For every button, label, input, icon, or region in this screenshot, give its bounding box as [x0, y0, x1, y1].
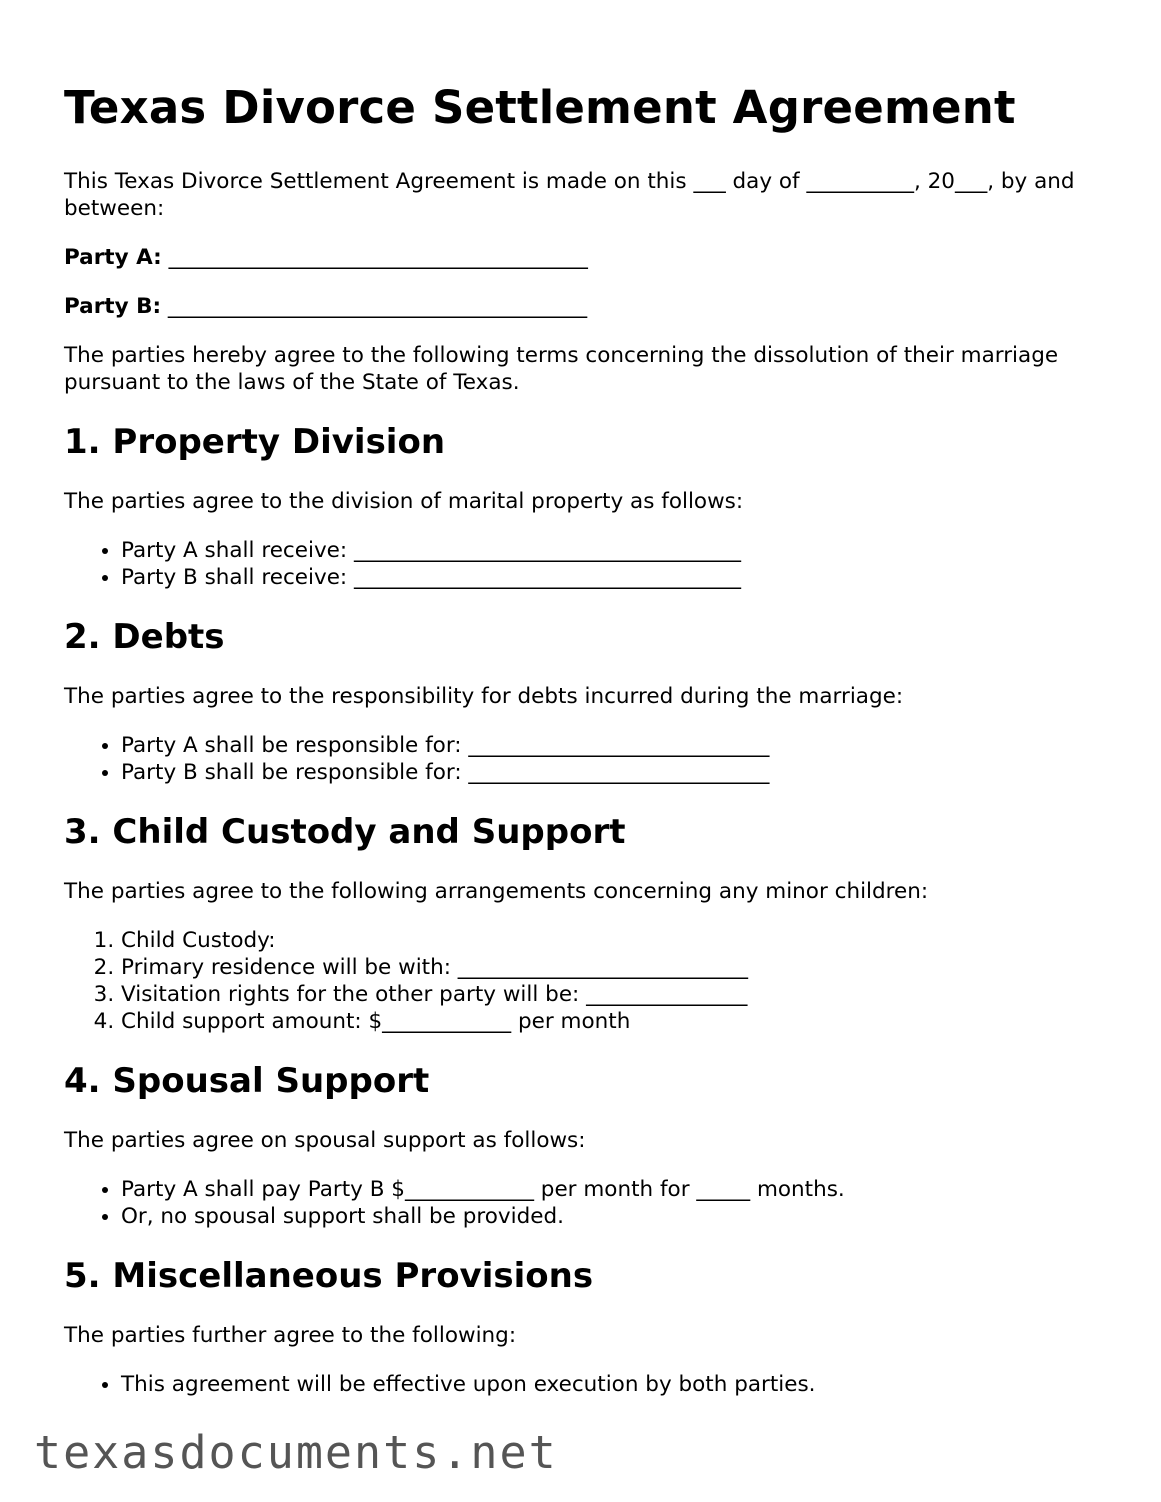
party-b-line	[64, 293, 1094, 320]
preamble-paragraph: The parties hereby agree to the following terms concerning the dissolution of their marriage pursuant to the laws of the State of Texas.	[64, 343, 1059, 395]
list-item: 3. Visitation rights for the other party will be: _______________	[121, 981, 1094, 1008]
list-item: 2. Primary residence will be with: ___________________________	[121, 954, 1094, 981]
list-item: • This agreement will be effective upon execution by both parties.	[121, 1371, 1094, 1398]
section-text-spousal: The parties agree on spousal support as follows:	[64, 1128, 586, 1153]
custody-list	[64, 927, 1094, 1035]
section-heading-misc: 5. Miscellaneous Provisions	[64, 1256, 594, 1296]
list-item: • Party A shall pay Party B $____________ per month for _____ months.	[121, 1176, 1094, 1203]
watermark-text: texasdocuments.net	[34, 1426, 558, 1479]
spousal-list	[64, 1176, 1094, 1230]
document-page	[64, 78, 1094, 1420]
party-a-line	[64, 244, 1094, 271]
list-item: • Party A shall receive: ____________________________________	[121, 537, 1094, 564]
section-text-custody: The parties agree to the following arrangements concerning any minor children:	[64, 879, 929, 904]
party-b-blank: _______________________________________	[167, 294, 588, 319]
section-heading-property: 1. Property Division	[64, 422, 446, 462]
section-heading-debts: 2. Debts	[64, 617, 225, 657]
list-item: • Or, no spousal support shall be provided.	[121, 1203, 1094, 1230]
list-item: • Party B shall receive: ____________________________________	[121, 564, 1094, 591]
misc-list	[64, 1371, 1094, 1398]
section-text-property: The parties agree to the division of marital property as follows:	[64, 489, 744, 514]
page-title: Texas Divorce Settlement Agreement	[64, 81, 1016, 134]
list-item: • Party B shall be responsible for: ____________________________	[121, 759, 1094, 786]
list-item: 4. Child support amount: $____________ per month	[121, 1008, 1094, 1035]
section-text-debts: The parties agree to the responsibility for debts incurred during the marriage:	[64, 684, 904, 709]
section-heading-custody: 3. Child Custody and Support	[64, 812, 626, 852]
debts-list	[64, 732, 1094, 786]
section-text-misc: The parties further agree to the following:	[64, 1323, 517, 1348]
section-heading-spousal: 4. Spousal Support	[64, 1061, 430, 1101]
intro-paragraph: This Texas Divorce Settlement Agreement is made on this ___ day of __________, 20___, by and between:	[64, 169, 1075, 221]
list-item: 1. Child Custody:	[121, 927, 1094, 954]
list-item: • Party A shall be responsible for: ____________________________	[121, 732, 1094, 759]
party-a-blank: _______________________________________	[168, 245, 588, 270]
party-a-label: Party A:	[64, 245, 162, 270]
property-list	[64, 537, 1094, 591]
party-b-label: Party B:	[64, 294, 162, 319]
